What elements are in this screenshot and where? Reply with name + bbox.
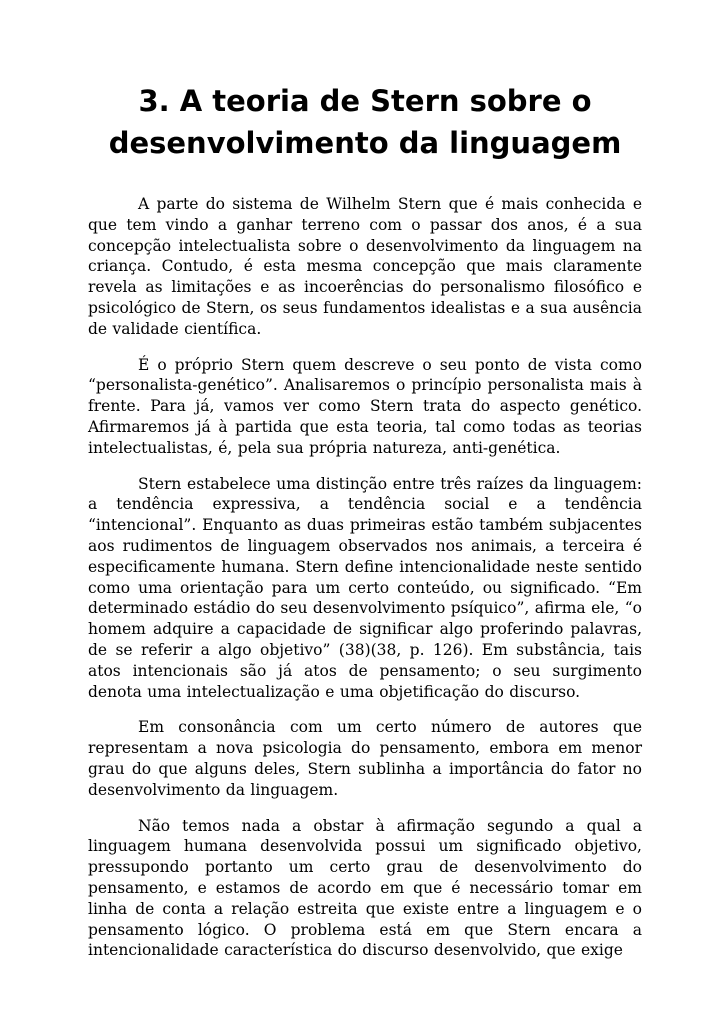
title-line-2: desenvolvimento da linguagem (108, 126, 622, 160)
paragraph-4: Em consonância com um certo número de autores que representam a nova psicologia do pensamento, embora em menor grau do que alguns deles, Stern sublinha a importância do fator no desenvolvimento da linguagem. (88, 718, 642, 799)
paragraph-1: A parte do sistema de Wilhelm Stern que é mais conhecida e que tem vindo a ganhar terreno com o passar dos anos, é a sua concepção intelectualista sobre o desenvolvimento da linguagem na criança. Contudo, é esta mesma concepção que mais claramente revela as limitações e as incoerências do personalismo filosófico e psicológico de Stern, os seus fundamentos idealistas e a sua ausência de validade científica. (88, 195, 642, 338)
title-line-1: 3. A teoria de Stern sobre o (138, 84, 592, 118)
page-title (88, 80, 642, 164)
paragraph-5: Não temos nada a obstar à afirmação segundo a qual a linguagem humana desenvolvida possui um significado objetivo, pressupondo portanto um certo grau de desenvolvimento do pensamento, e estamos de acordo em que é necessário tomar em linha de conta a relação estreita que existe entre a linguagem e o pensamento lógico. O problema está em que Stern encara a intencionalidade característica do discurso desenvolvido, que exige (88, 816, 642, 960)
paragraph-3: Stern estabelece uma distinção entre três raízes da linguagem: a tendência expressiva, a tendência social e a tendência “intencional”. Enquanto as duas primeiras estão também subjacentes aos rudimentos de linguagem observados nos animais, a terceira é especificamente humana. Stern define intencionalidade neste sentido como uma orientação para um certo conteúdo, ou significado. “Em determinado estádio do seu desenvolvimento psíquico”, afirma ele, “o homem adquire a capacidade de significar algo proferindo palavras, de se referir a algo objetivo” (38)(38, p. 126). Em substância, tais atos intencionais são já atos de pensamento; o seu surgimento denota uma intelectualização e uma objetificação do discurso. (88, 474, 642, 701)
paragraph-2: É o próprio Stern quem descreve o seu ponto de vista como “personalista-genético”. Analisaremos o princípio personalista mais à frente. Para já, vamos ver como Stern trata do aspecto genético. Afirmaremos já à partida que esta teoria, tal como todas as teorias intelectualistas, é, pela sua própria natureza, anti-genética. (88, 355, 642, 457)
